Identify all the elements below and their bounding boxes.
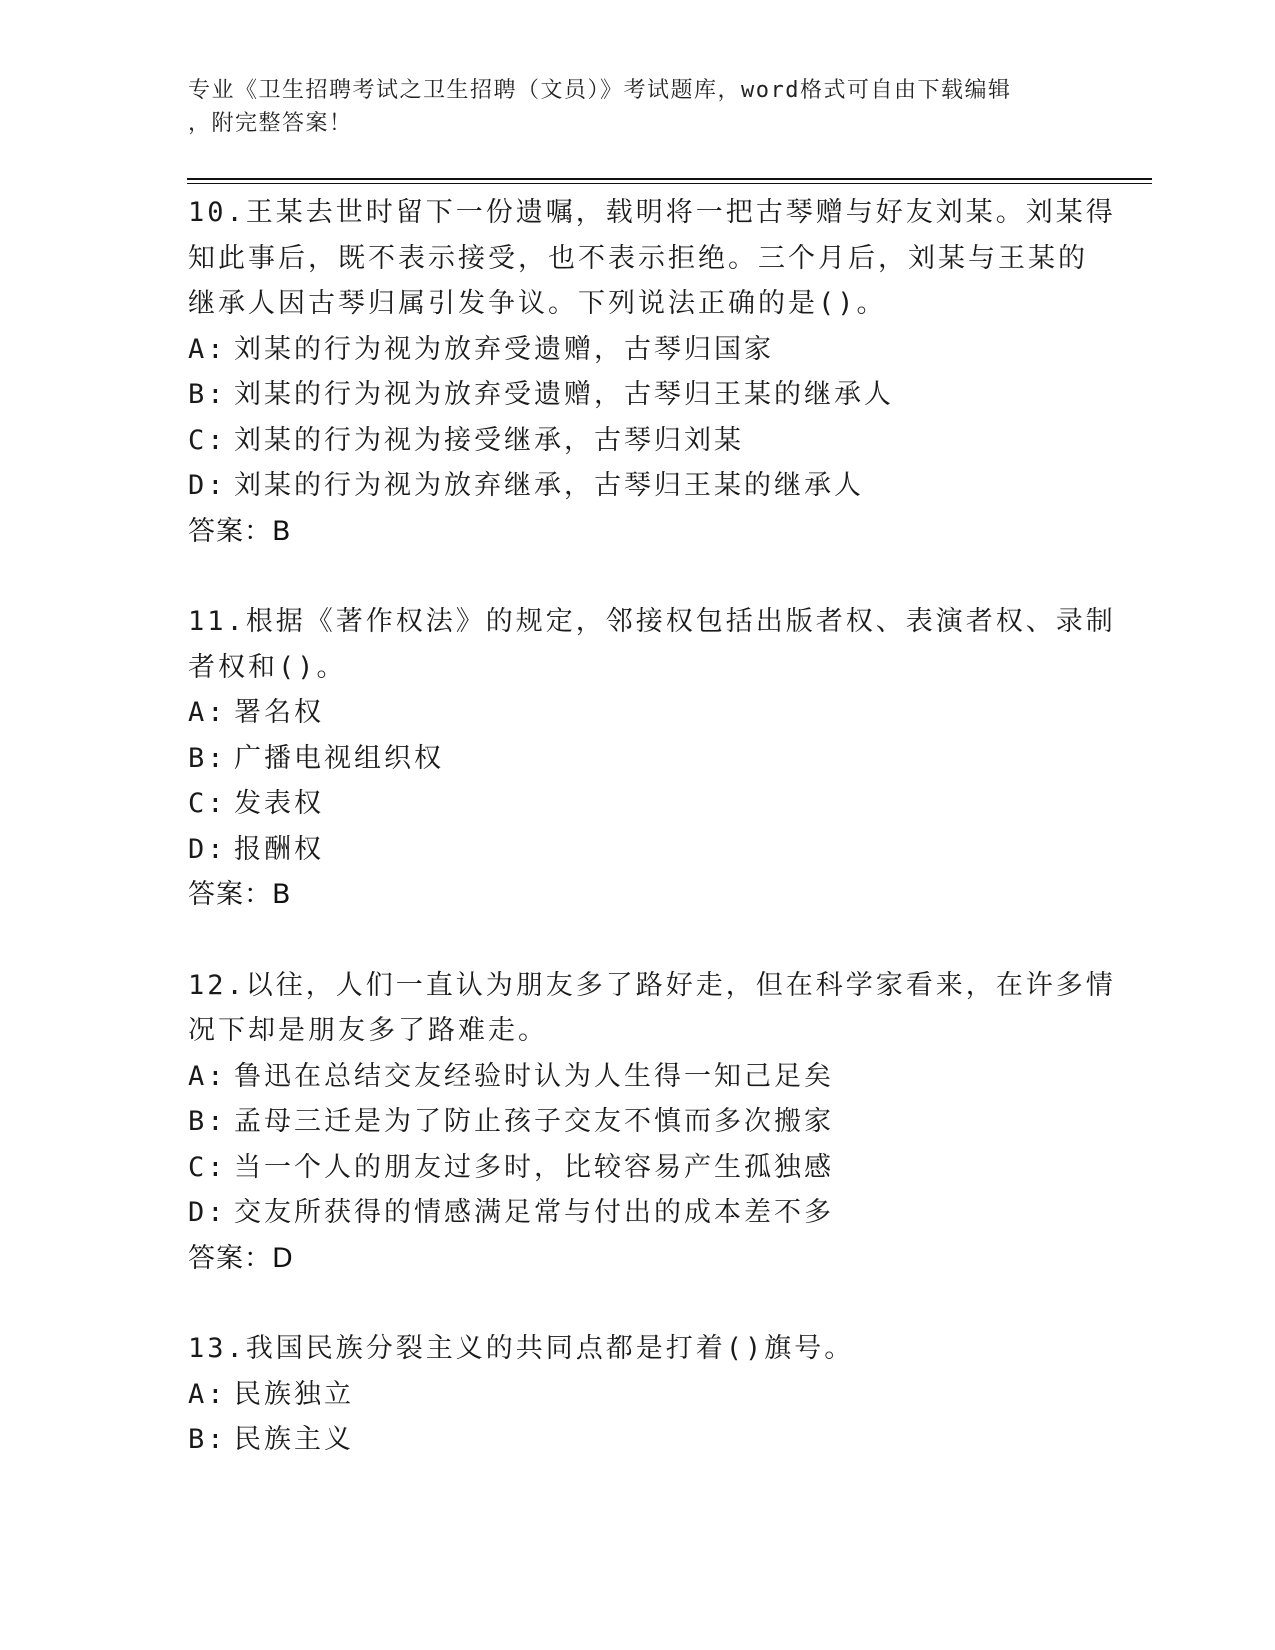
option-letter: B: xyxy=(188,1106,227,1137)
question-list xyxy=(188,190,1116,1463)
option-text: 刘某的行为视为放弃继承，古琴归王某的继承人 xyxy=(234,470,864,501)
option-a xyxy=(188,1372,1088,1418)
question-10 xyxy=(188,190,1116,554)
option-d xyxy=(188,827,1088,873)
option-text: 民族主义 xyxy=(234,1424,354,1455)
option-text: 当一个人的朋友过多时，比较容易产生孤独感 xyxy=(234,1151,834,1183)
option-c xyxy=(188,418,1088,464)
option-letter: A: xyxy=(188,1060,227,1092)
header-divider-thin xyxy=(187,183,1152,184)
header-divider-thick xyxy=(187,178,1152,180)
stem-line: 者权和()。 xyxy=(188,651,347,683)
stem-line: 12.以往，人们一直认为朋友多了路好走，但在科学家看来，在许多情 xyxy=(188,969,1116,1001)
option-letter: A: xyxy=(188,1378,227,1410)
option-b xyxy=(188,736,1088,782)
option-letter: B: xyxy=(188,1424,227,1455)
answer-line: 答案：D xyxy=(188,1242,294,1274)
question-11 xyxy=(188,599,1116,918)
option-letter: C: xyxy=(188,424,227,456)
option-text: 鲁迅在总结交友经验时认为人生得一知己足矣 xyxy=(234,1060,834,1092)
option-text: 孟母三迁是为了防止孩子交友不慎而多次搬家 xyxy=(234,1106,834,1137)
question-stem xyxy=(188,1326,1088,1372)
option-a xyxy=(188,1054,1088,1100)
option-c xyxy=(188,781,1088,827)
question-stem xyxy=(188,963,1116,1054)
option-text: 刘某的行为视为放弃受遗赠，古琴归王某的继承人 xyxy=(234,379,894,410)
option-text: 署名权 xyxy=(234,697,324,728)
question-stem xyxy=(188,599,1116,690)
header-line-1: 专业《卫生招聘考试之卫生招聘（文员）》考试题库，word格式可自由下载编辑 xyxy=(188,78,1012,103)
option-text: 发表权 xyxy=(234,788,324,819)
option-b xyxy=(188,1417,1088,1463)
stem-line: 10.王某去世时留下一份遗嘱，载明将一把古琴赠与好友刘某。刘某得 xyxy=(188,197,1116,228)
stem-line: 继承人因古琴归属引发争议。下列说法正确的是()。 xyxy=(188,288,887,319)
option-text: 交友所获得的情感满足常与付出的成本差不多 xyxy=(234,1197,834,1228)
header-line-2: ，附完整答案！ xyxy=(188,111,353,136)
option-letter: D: xyxy=(188,1197,227,1228)
option-letter: D: xyxy=(188,470,227,501)
option-letter: D: xyxy=(188,833,227,865)
option-letter: C: xyxy=(188,788,227,819)
option-letter: A: xyxy=(188,333,227,365)
option-a xyxy=(188,690,1088,736)
question-13 xyxy=(188,1326,1088,1463)
question-stem xyxy=(188,190,1116,327)
option-letter: C: xyxy=(188,1151,227,1183)
option-b xyxy=(188,1099,1088,1145)
answer-line: 答案：B xyxy=(188,515,292,547)
option-text: 刘某的行为视为放弃受遗赠，古琴归国家 xyxy=(234,333,774,365)
option-text: 刘某的行为视为接受继承，古琴归刘某 xyxy=(234,424,744,456)
stem-line: 知此事后，既不表示接受，也不表示拒绝。三个月后，刘某与王某的 xyxy=(188,242,1088,274)
question-12 xyxy=(188,963,1116,1282)
option-a xyxy=(188,327,1088,373)
option-letter: B: xyxy=(188,379,227,410)
option-c xyxy=(188,1145,1088,1191)
option-text: 报酬权 xyxy=(234,833,324,865)
option-d xyxy=(188,463,1088,509)
stem-line: 况下却是朋友多了路难走。 xyxy=(188,1015,548,1046)
option-b xyxy=(188,372,1088,418)
option-d xyxy=(188,1190,1088,1236)
stem-line: 11.根据《著作权法》的规定，邻接权包括出版者权、表演者权、录制 xyxy=(188,606,1116,637)
option-text: 民族独立 xyxy=(234,1378,354,1410)
option-text: 广播电视组织权 xyxy=(234,742,444,774)
answer-line: 答案：B xyxy=(188,879,292,910)
option-letter: A: xyxy=(188,697,227,728)
document-header xyxy=(188,74,1088,140)
option-letter: B: xyxy=(188,742,227,774)
stem-line: 13.我国民族分裂主义的共同点都是打着()旗号。 xyxy=(188,1333,855,1364)
